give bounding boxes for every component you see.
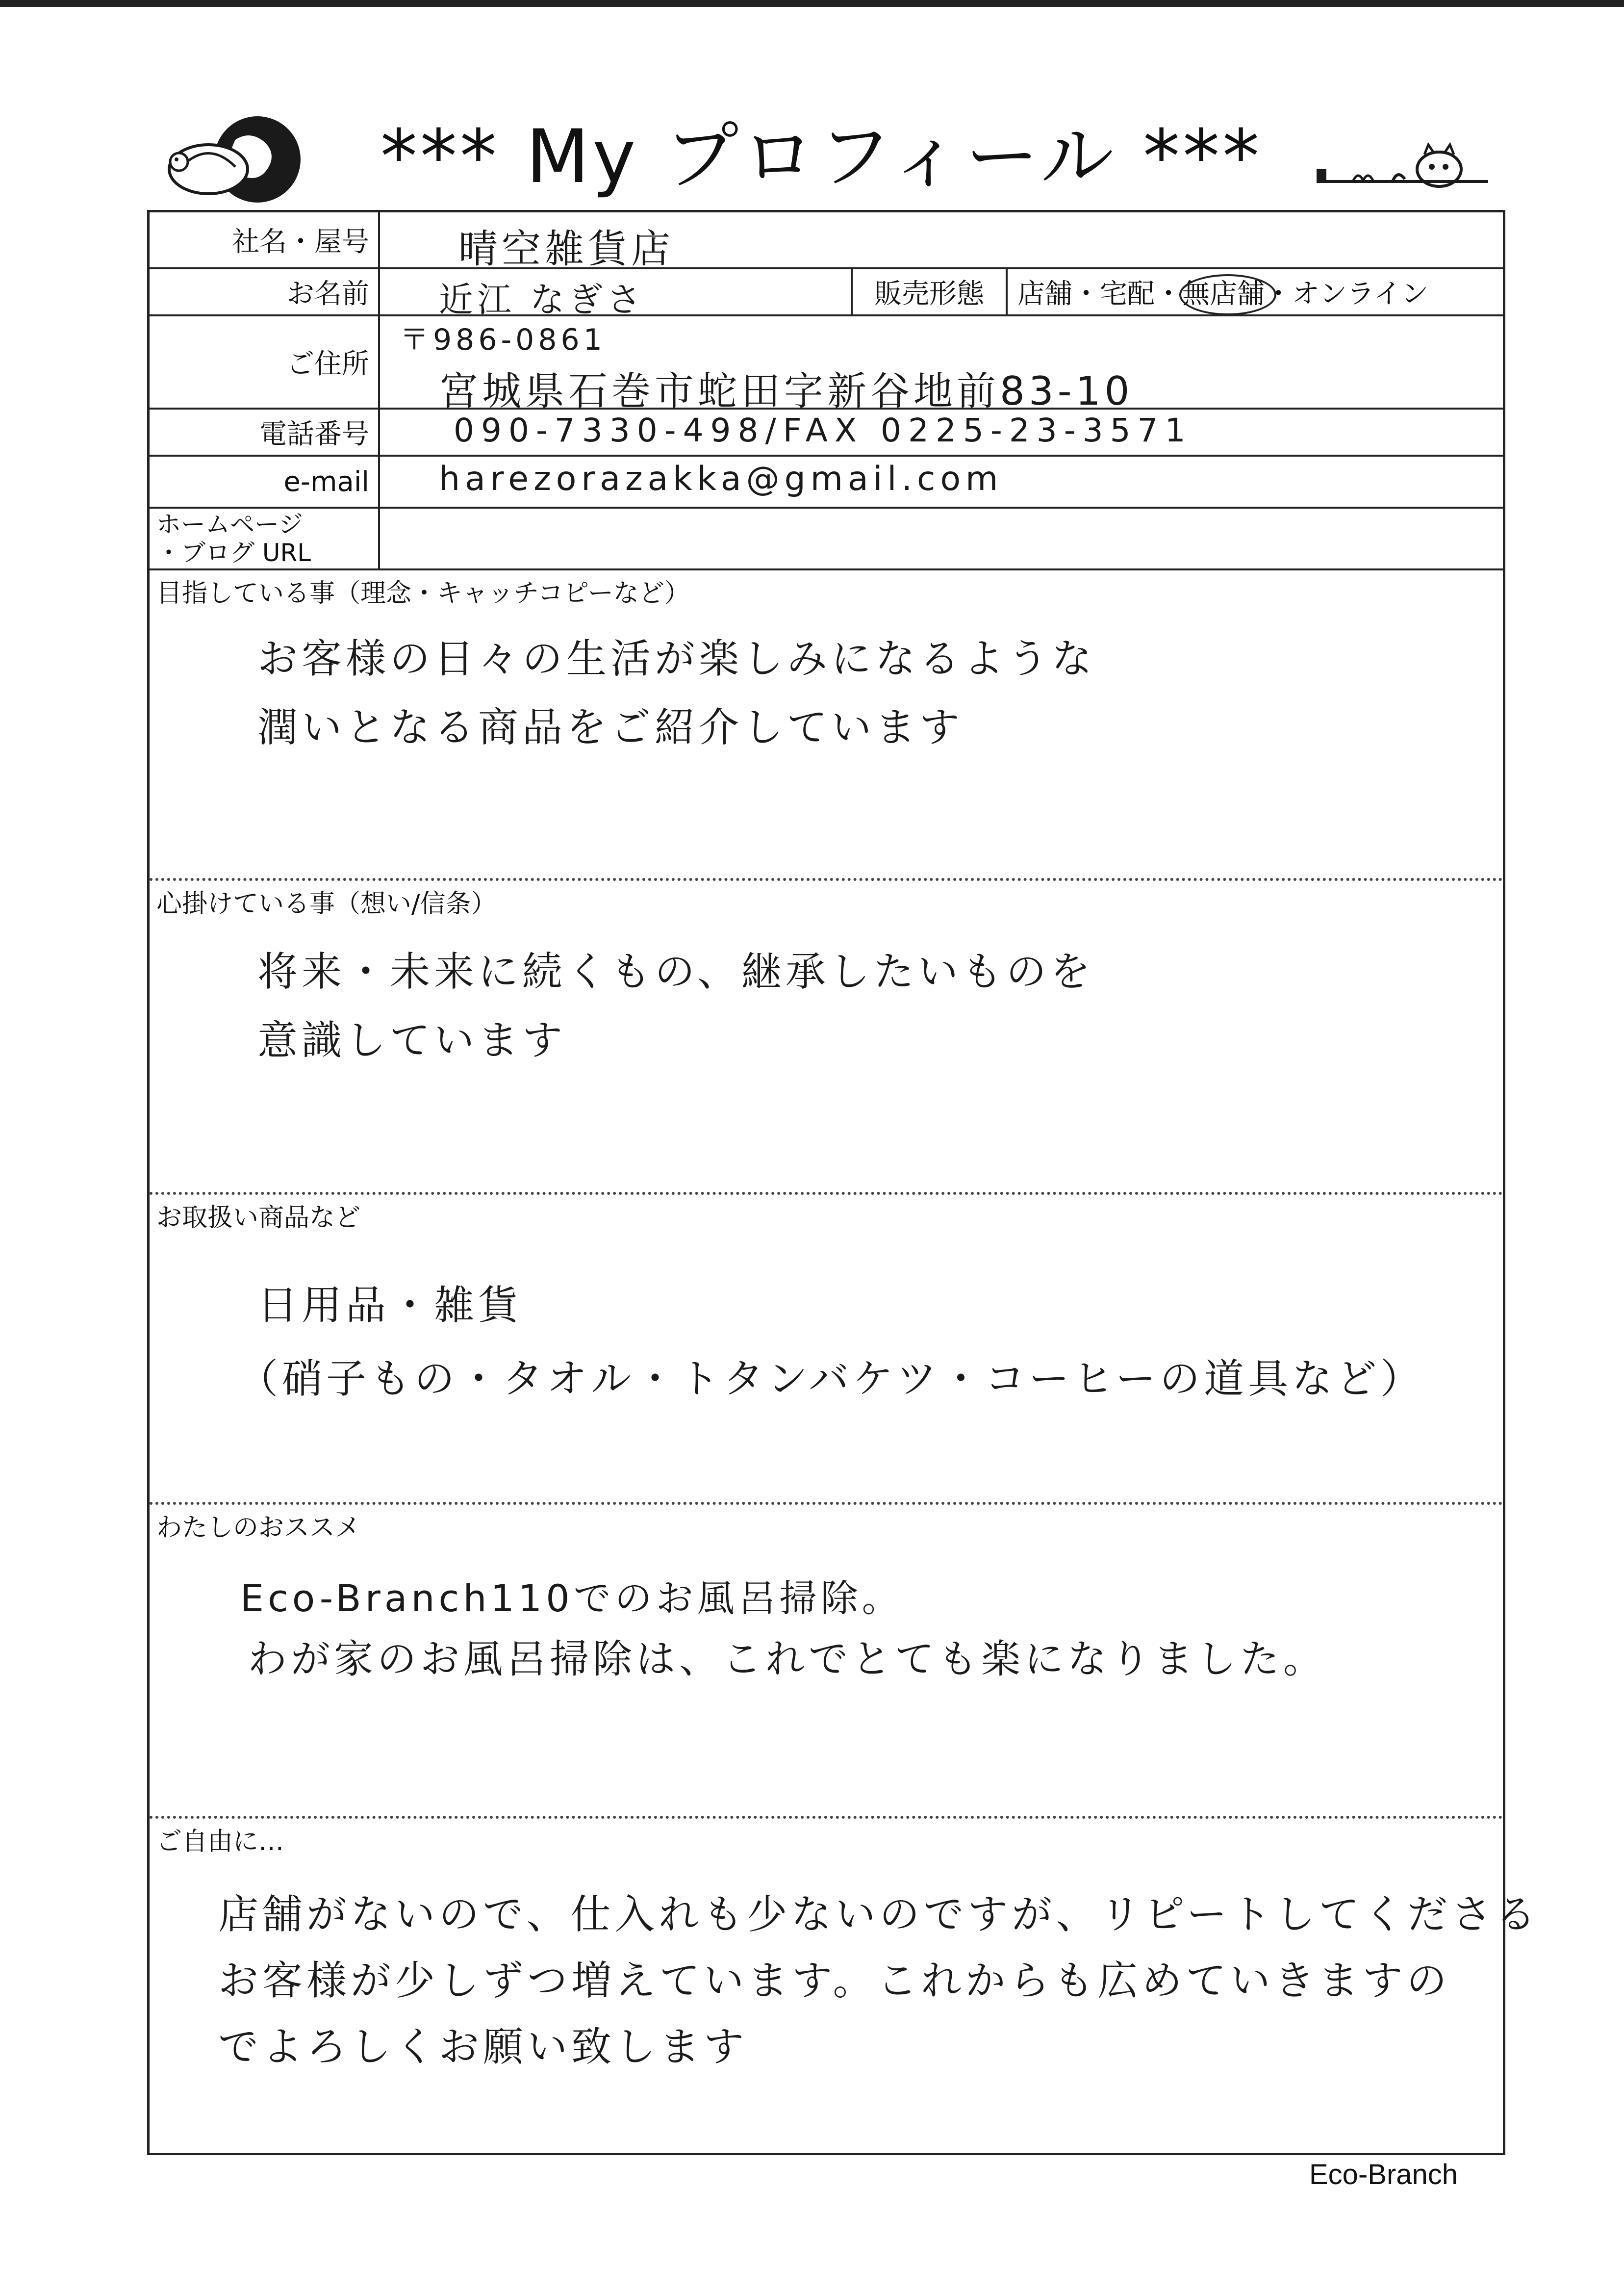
email-row — [150, 457, 1503, 509]
name-row — [150, 269, 1503, 320]
mind-label: 心掛けている事（想い/信条） — [156, 889, 497, 919]
aim-section — [150, 570, 1503, 881]
free-section — [150, 1819, 1540, 2152]
products-label: お取扱い商品など — [156, 1203, 361, 1233]
sales-type-options: 店舗・宅配・無店舗・オンライン — [1017, 278, 1429, 310]
name-value: 近江 なぎさ — [439, 280, 645, 320]
mind-line-1: 将来・未来に続くもの、継承したいものを — [257, 949, 1094, 995]
email-label: e-mail — [150, 457, 380, 507]
products-line-1: 日用品・雑貨 — [257, 1282, 523, 1329]
products-section — [150, 1195, 1503, 1505]
homepage-label-line2: ・ブログ URL — [156, 539, 311, 567]
scan-top-border — [0, 0, 1624, 7]
sales-type-selected-circle — [1179, 274, 1276, 315]
branch-cat-logo-icon — [1314, 142, 1491, 196]
aim-line-2: 潤いとなる商品をご紹介しています — [257, 704, 964, 751]
company-label: 社名・屋号 — [150, 212, 380, 267]
free-line-1: 店舗がないので、仕入れも少ないのですが、リピートしてくださる — [218, 1891, 1540, 1938]
phone-row — [150, 410, 1503, 457]
free-line-3: でよろしくお願い致します — [218, 2024, 748, 2070]
company-value: 晴空雑貨店 — [458, 226, 674, 272]
profile-form — [147, 210, 1540, 2155]
recommend-label: わたしのおススメ — [156, 1513, 361, 1543]
address-row — [150, 316, 1503, 414]
recommend-line-2: わが家のお風呂掃除は、これでとても楽になりました。 — [248, 1636, 1326, 1682]
company-row — [150, 212, 1503, 272]
recommend-section — [150, 1505, 1503, 1819]
phone-fax-value: 090-7330-498/FAX 0225-23-3571 — [454, 412, 1193, 449]
recommend-line-1: Eco-Branch110でのお風呂掃除。 — [240, 1576, 903, 1620]
footer-brand: Eco-Branch — [1309, 2159, 1458, 2191]
mind-line-2: 意識しています — [257, 1017, 567, 1064]
email-value: harezorazakka@gmail.com — [439, 460, 1003, 498]
turtle-globe-logo-icon — [162, 110, 309, 208]
homepage-row — [150, 509, 1503, 570]
postal-code-value: 〒986-0861 — [400, 323, 606, 357]
address-label: ご住所 — [150, 316, 380, 408]
address-value: 宮城県石巻市蛇田字新谷地前83-10 — [439, 368, 1134, 414]
products-line-2: （硝子もの・タオル・トタンバケツ・コーヒーの道具など） — [238, 1356, 1425, 1402]
aim-line-1: お客様の日々の生活が楽しみになるような — [257, 636, 1096, 682]
homepage-label-line1: ホームページ — [156, 510, 303, 539]
free-line-2: お客様が少しずつ増えています。これからも広めていきますの — [218, 1958, 1451, 2004]
page-title: *** My プロフィール *** — [380, 114, 1263, 200]
mind-section — [150, 881, 1503, 1195]
sales-type-label: 販売形態 — [851, 269, 1008, 314]
aim-label: 目指している事（理念・キャッチコピーなど） — [156, 579, 690, 608]
phone-label: 電話番号 — [150, 410, 380, 455]
free-label: ご自由に… — [156, 1827, 284, 1856]
homepage-label — [150, 509, 380, 568]
name-label: お名前 — [150, 269, 380, 314]
